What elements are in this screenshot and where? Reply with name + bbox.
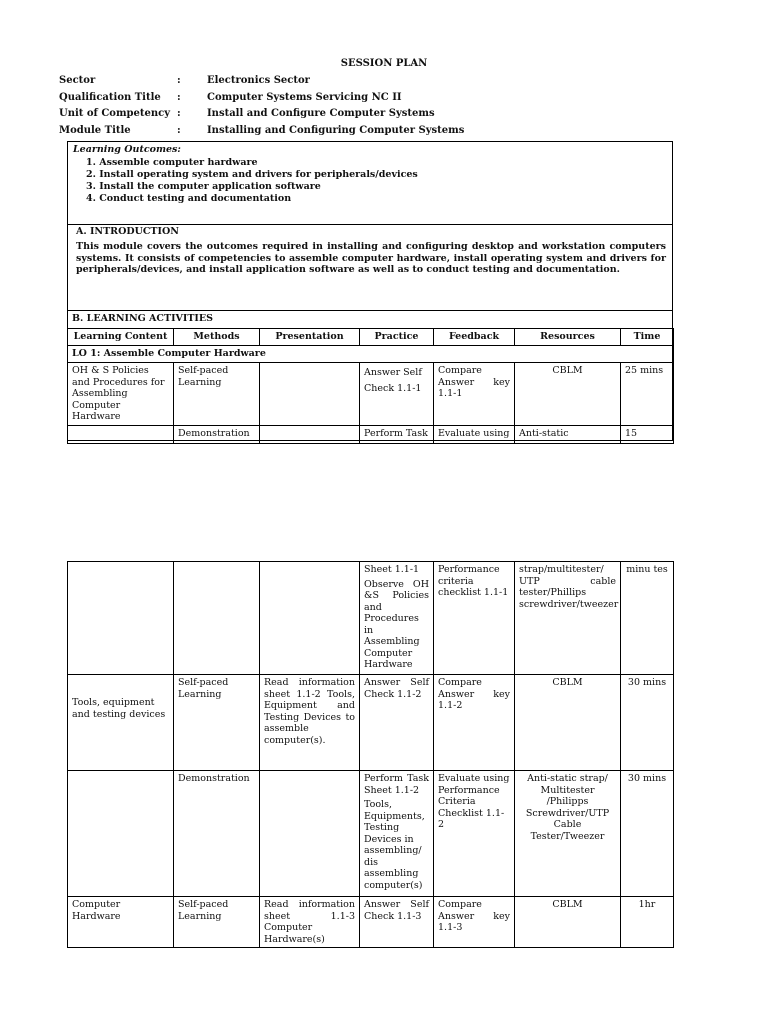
introduction-heading: A. INTRODUCTION	[76, 226, 179, 237]
header-value: Computer Systems Servicing NC II	[207, 92, 402, 103]
list-item: 1. Assemble computer hardware	[86, 157, 258, 168]
cell-resources: Anti-static	[515, 425, 621, 443]
cell-practice	[360, 771, 434, 897]
header-label: Unit of Competency	[59, 108, 171, 119]
cell-resources: CBLM	[515, 363, 621, 426]
activities-table-page2	[67, 561, 674, 948]
cell-content: Tools, equipment and testing devices	[68, 675, 174, 771]
cell-resources: Anti-static strap/ Multitester /Philipps Screwdriver/UTP Cable Tester/Tweezer	[515, 771, 621, 897]
table-row	[68, 771, 674, 897]
cell-presentation	[260, 363, 360, 426]
header-label: Module Title	[59, 125, 131, 136]
column-header: Time	[621, 329, 674, 346]
cell-feedback: Compare Answer key 1.1-1	[434, 363, 515, 426]
header-value: Electronics Sector	[207, 75, 310, 86]
practice-detail: Observe OH &S Policies and Procedures in Assembling Computer Hardware	[364, 578, 429, 670]
header-label: Sector	[59, 75, 96, 86]
header-colon: :	[177, 125, 181, 136]
divider	[68, 224, 672, 225]
header-colon: :	[177, 75, 181, 86]
cell-feedback: Evaluate using	[434, 425, 515, 443]
cell-time: 25 mins	[621, 363, 674, 426]
table-row	[68, 562, 674, 675]
header-label: Qualification Title	[59, 92, 161, 103]
lo1-label: LO 1: Assemble Computer Hardware	[68, 346, 674, 363]
list-item: 2. Install operating system and drivers for peripherals/devices	[86, 169, 418, 180]
cell-time: 30 mins	[621, 771, 674, 897]
activities-table-page1	[67, 328, 674, 444]
cell-content	[68, 562, 174, 675]
cell-method: Self-paced Learning	[174, 363, 260, 426]
session-plan-box	[67, 141, 673, 441]
cell-resources: strap/multitester/ UTP cable tester/Phillips screwdriver/tweezer	[515, 562, 621, 675]
cell-method: Demonstration	[174, 425, 260, 443]
page-title: SESSION PLAN	[340, 58, 428, 69]
cell-content: OH & S Policies and Procedures for Assembling Computer Hardware	[68, 363, 174, 426]
cell-method	[174, 562, 260, 675]
table-header-row	[68, 329, 674, 346]
column-header: Learning Content	[68, 329, 174, 346]
cell-feedback: Evaluate using Performance Criteria Checklist 1.1-2	[434, 771, 515, 897]
cell-time: minu tes	[621, 562, 674, 675]
practice-detail: Tools, Equipments, Testing Devices in assembling/ dis assembling computer(s)	[364, 799, 425, 891]
cell-presentation	[260, 562, 360, 675]
table-row	[68, 675, 674, 771]
cell-time: 1hr	[621, 897, 674, 948]
cell-practice	[360, 562, 434, 675]
cell-feedback: Performance criteria checklist 1.1-1	[434, 562, 515, 675]
cell-presentation	[260, 771, 360, 897]
cell-content	[68, 771, 174, 897]
divider	[68, 310, 672, 311]
introduction-text: This module covers the outcomes required in installing and configuring desktop and workstation computers systems. It consists of competencies to assemble computer hardware, install operating system and drivers for peripherals/devices, and install application software as well as to conduct testing and documentation.	[76, 241, 666, 275]
cell-time: 30 mins	[621, 675, 674, 771]
cell-presentation: Read information sheet 1.1-3 Computer Hardware(s)	[260, 897, 360, 948]
list-item: 4. Conduct testing and documentation	[86, 193, 292, 204]
cell-practice: Perform Task	[360, 425, 434, 443]
cell-feedback: Compare Answer key 1.1-2	[434, 675, 515, 771]
cell-resources: CBLM	[515, 675, 621, 771]
header-value: Install and Configure Computer Systems	[207, 108, 435, 119]
table-row	[68, 897, 674, 948]
practice-line: Sheet 1.1-1	[364, 564, 420, 575]
cell-content	[68, 425, 174, 443]
cell-practice: Answer Self Check 1.1-1	[360, 363, 434, 426]
table-row	[68, 425, 674, 443]
cell-feedback: Compare Answer key 1.1-3	[434, 897, 515, 948]
learning-activities-heading: B. LEARNING ACTIVITIES	[72, 313, 213, 324]
cell-method: Self-paced Learning	[174, 675, 260, 771]
cell-content: Computer Hardware	[68, 897, 174, 948]
column-header: Practice	[360, 329, 434, 346]
cell-method: Self-paced Learning	[174, 897, 260, 948]
cell-method: Demonstration	[174, 771, 260, 897]
column-header: Methods	[174, 329, 260, 346]
column-header: Resources	[515, 329, 621, 346]
cell-practice: Answer Self Check 1.1-2	[360, 675, 434, 771]
learning-outcomes-list	[86, 157, 418, 205]
header-colon: :	[177, 92, 181, 103]
cell-presentation	[260, 425, 360, 443]
header-colon: :	[177, 108, 181, 119]
cell-resources: CBLM	[515, 897, 621, 948]
cell-practice: Answer Self Check 1.1-3	[360, 897, 434, 948]
column-header: Feedback	[434, 329, 515, 346]
cell-time: 15	[621, 425, 674, 443]
column-header: Presentation	[260, 329, 360, 346]
header-value: Installing and Configuring Computer Systems	[207, 125, 465, 136]
learning-outcomes-heading: Learning Outcomes:	[73, 144, 181, 155]
cell-presentation: Read information sheet 1.1-2 Tools, Equipment and Testing Devices to assemble computer(s).	[260, 675, 360, 771]
lo-row	[68, 346, 674, 363]
table-row	[68, 363, 674, 426]
practice-line: Perform Task Sheet 1.1-2	[364, 773, 429, 796]
list-item: 3. Install the computer application software	[86, 181, 321, 192]
